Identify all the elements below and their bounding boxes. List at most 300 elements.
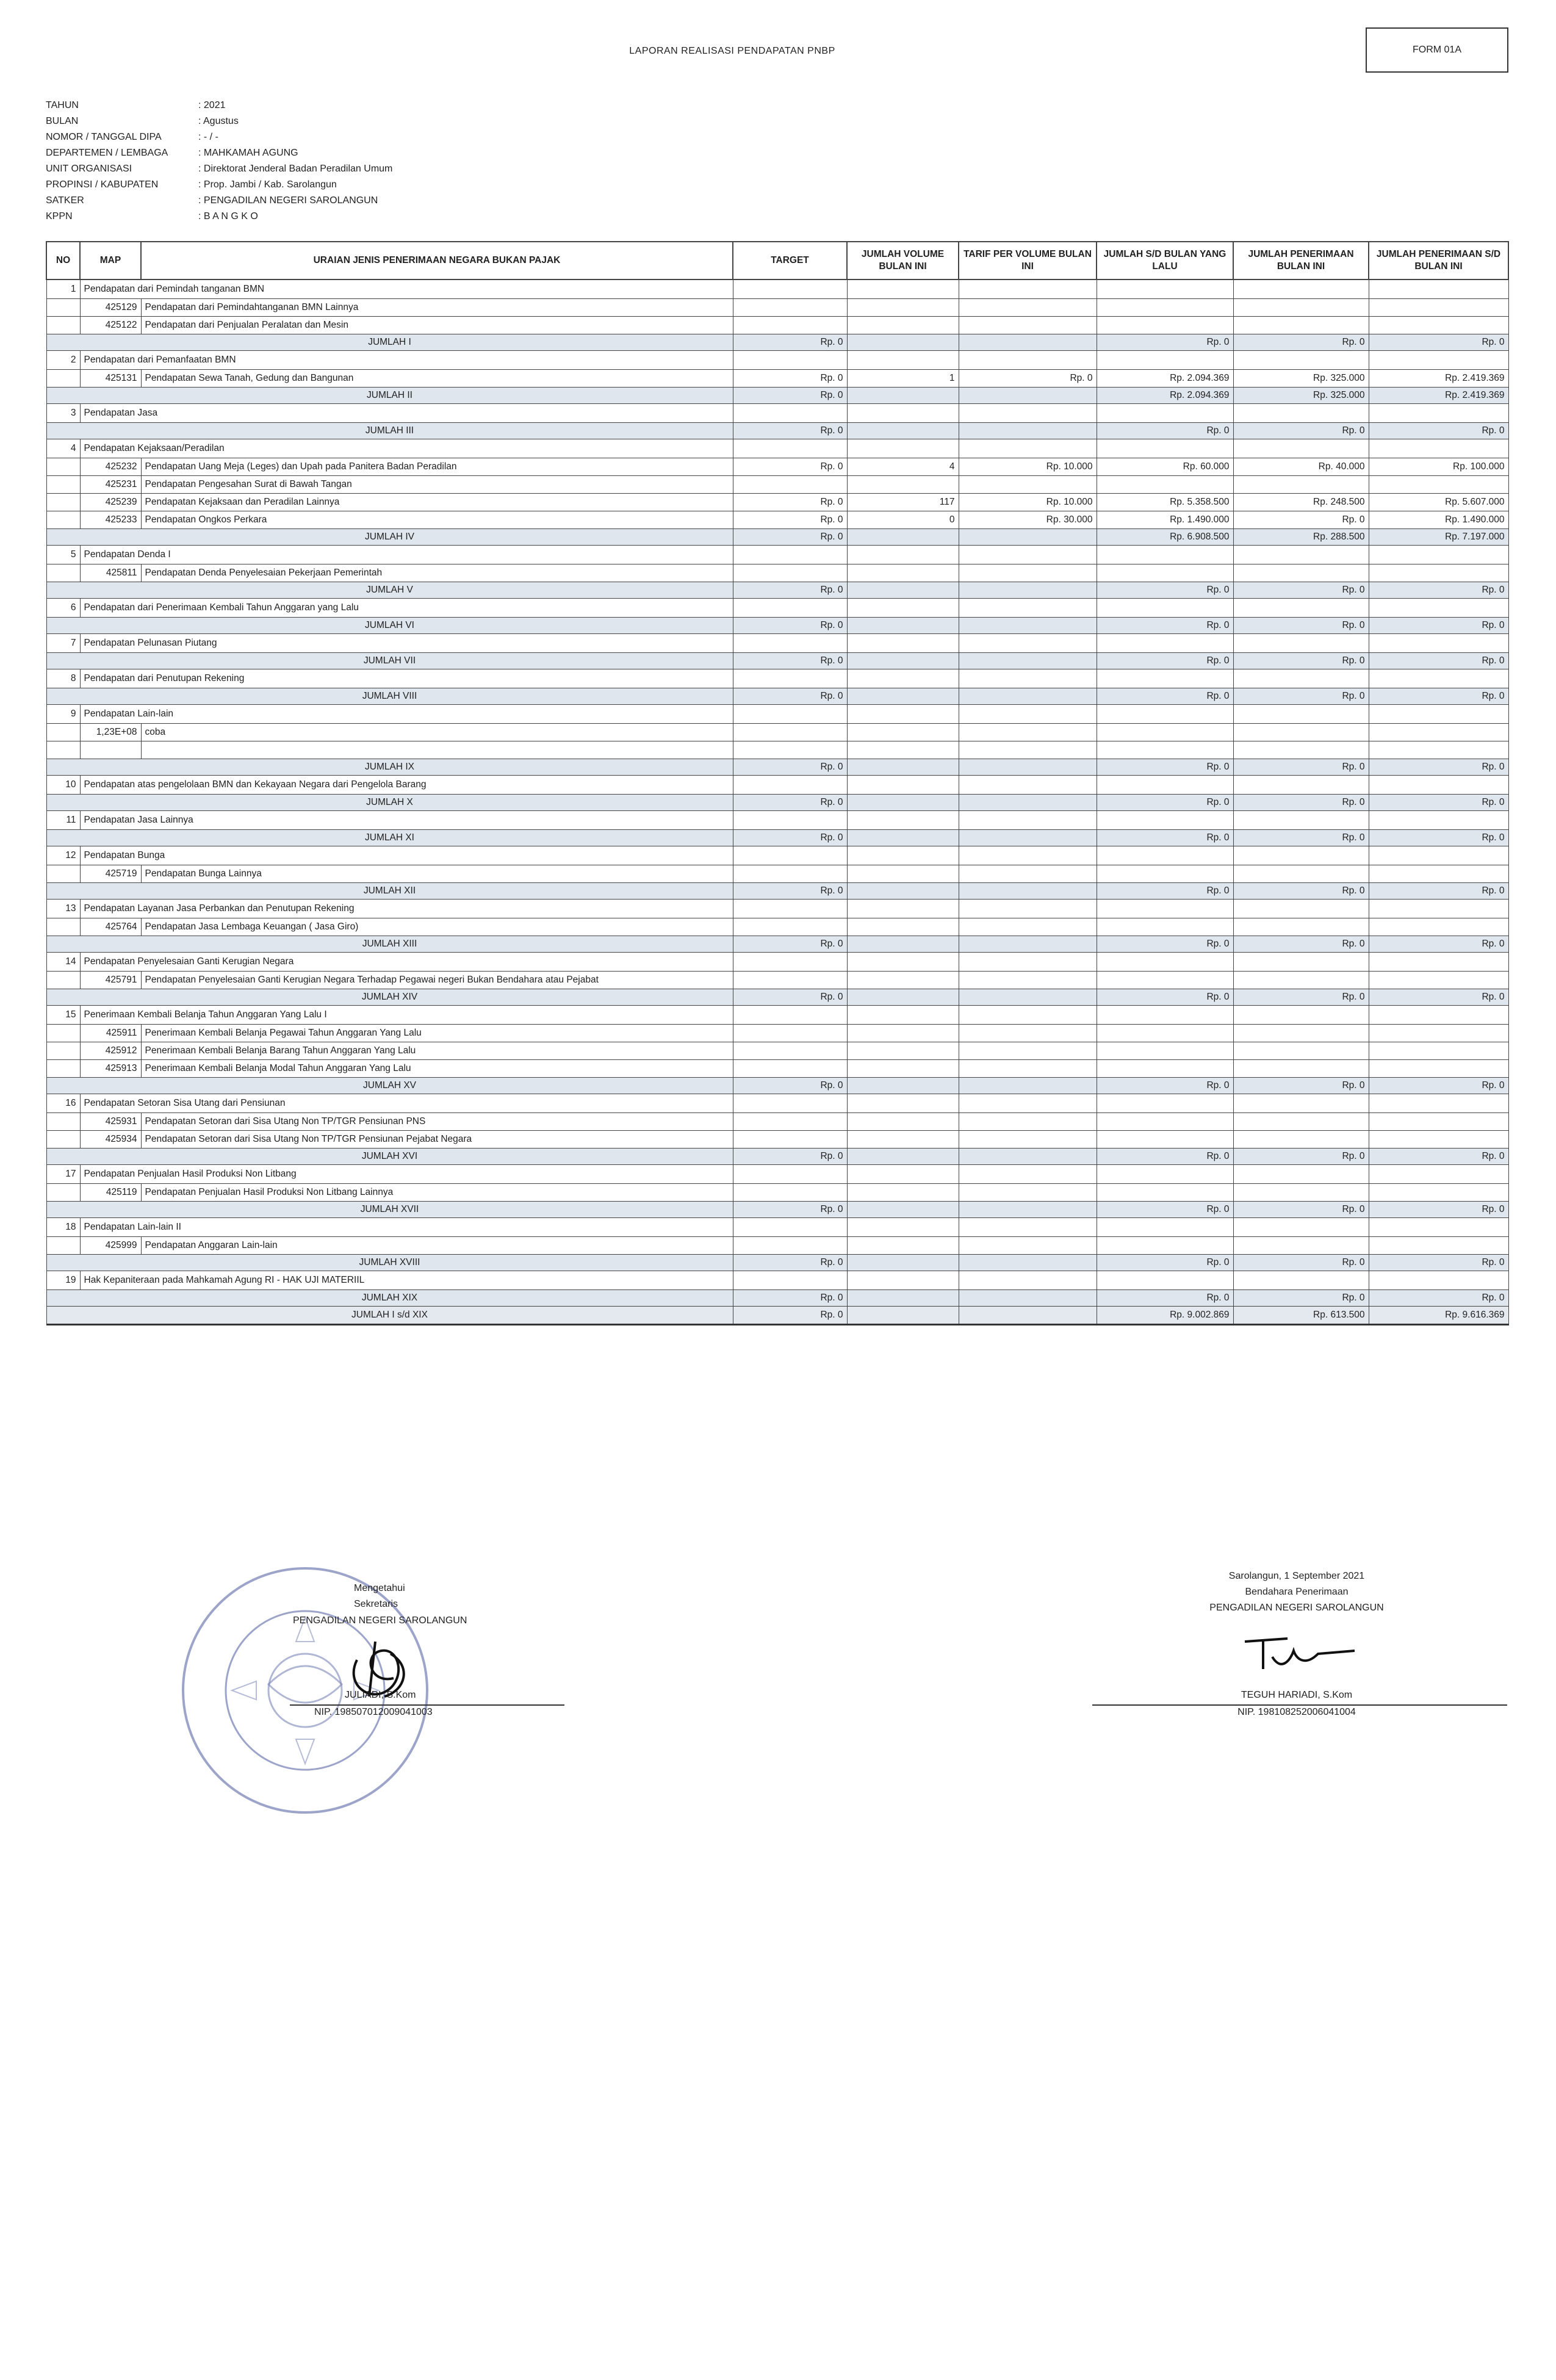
cell-volume: [847, 653, 959, 669]
cell-penerimaan-sd: Rp. 0: [1369, 830, 1508, 846]
cell-target: [733, 953, 847, 972]
subtotal-row: [46, 883, 1508, 900]
cell-sd-lalu: Rp. 0: [1097, 618, 1233, 634]
cell-map: 425913: [80, 1060, 141, 1078]
cell-penerimaan-ini: Rp. 0: [1233, 423, 1369, 439]
cell-tarif: [959, 1218, 1097, 1237]
cell-penerimaan-sd: [1369, 634, 1508, 653]
cell-map: 425811: [80, 564, 141, 582]
cell-sd-lalu: Rp. 2.094.369: [1097, 370, 1233, 388]
cell-penerimaan-ini: [1233, 776, 1369, 795]
cell-penerimaan-sd: [1369, 741, 1508, 759]
cell-tarif: [959, 279, 1097, 299]
cell-penerimaan-ini: [1233, 1094, 1369, 1113]
cell-sd-lalu: [1097, 1184, 1233, 1202]
cell-penerimaan-ini: [1233, 1165, 1369, 1184]
category-label: Pendapatan atas pengelolaan BMN dan Kekayaan Negara dari Pengelola Barang: [80, 776, 733, 795]
cell-uraian: Pendapatan Uang Meja (Leges) dan Upah pada Panitera Badan Peradilan: [141, 458, 733, 476]
row-no: [46, 865, 80, 883]
category-row: [46, 1165, 1508, 1184]
cell-penerimaan-sd: Rp. 2.419.369: [1369, 370, 1508, 388]
cell-map: 425231: [80, 476, 141, 494]
cell-tarif: [959, 439, 1097, 458]
cell-uraian: Pendapatan Pengesahan Surat di Bawah Tangan: [141, 476, 733, 494]
cell-tarif: [959, 830, 1097, 846]
cell-tarif: [959, 1184, 1097, 1202]
cell-sd-lalu: Rp. 0: [1097, 830, 1233, 846]
right-nip: NIP. 198108252006041004: [1237, 1707, 1356, 1717]
subtotal-row: [46, 1149, 1508, 1165]
cell-penerimaan-ini: [1233, 972, 1369, 989]
report-metadata: [46, 98, 625, 225]
cell-penerimaan-ini: Rp. 40.000: [1233, 458, 1369, 476]
cell-penerimaan-ini: Rp. 325.000: [1233, 370, 1369, 388]
cell-penerimaan-sd: [1369, 476, 1508, 494]
pnbp-table: [46, 241, 1509, 1325]
category-row: [46, 900, 1508, 918]
cell-sd-lalu: Rp. 0: [1097, 989, 1233, 1006]
cell-penerimaan-sd: [1369, 705, 1508, 724]
cell-target: Rp. 0: [733, 582, 847, 599]
cell-target: Rp. 0: [733, 494, 847, 511]
cell-map: 425122: [80, 317, 141, 334]
cell-penerimaan-sd: Rp. 0: [1369, 883, 1508, 900]
cell-tarif: [959, 1060, 1097, 1078]
total-label: JUMLAH XVI: [46, 1149, 733, 1165]
row-no: 2: [46, 351, 80, 370]
table-body: [46, 279, 1508, 1325]
cell-penerimaan-ini: Rp. 0: [1233, 688, 1369, 705]
table-row: [46, 1237, 1508, 1255]
cell-penerimaan-ini: Rp. 0: [1233, 653, 1369, 669]
row-no: [46, 1060, 80, 1078]
cell-target: [733, 1184, 847, 1202]
cell-penerimaan-ini: [1233, 724, 1369, 741]
category-row: [46, 439, 1508, 458]
row-no: 10: [46, 776, 80, 795]
cell-penerimaan-sd: Rp. 0: [1369, 1202, 1508, 1218]
cell-sd-lalu: Rp. 1.490.000: [1097, 511, 1233, 529]
category-row: [46, 546, 1508, 564]
cell-uraian: Pendapatan dari Penjualan Peralatan dan Mesin: [141, 317, 733, 334]
table-row: [46, 299, 1508, 317]
cell-penerimaan-ini: [1233, 1006, 1369, 1025]
left-line2: Sekretaris: [354, 1599, 398, 1609]
cell-target: [733, 299, 847, 317]
cell-tarif: [959, 953, 1097, 972]
cell-tarif: [959, 776, 1097, 795]
form-code: FORM 01A: [1412, 45, 1461, 55]
cell-volume: [847, 759, 959, 776]
meta-row: [46, 114, 625, 129]
cell-sd-lalu: [1097, 279, 1233, 299]
table-row: [46, 1042, 1508, 1060]
category-label: Pendapatan dari Penerimaan Kembali Tahun Anggaran yang Lalu: [80, 599, 733, 618]
cell-uraian: Pendapatan Sewa Tanah, Gedung dan Bangunan: [141, 370, 733, 388]
cell-penerimaan-sd: [1369, 317, 1508, 334]
cell-map: 425911: [80, 1025, 141, 1042]
cell-sd-lalu: [1097, 404, 1233, 423]
table-row: [46, 724, 1508, 741]
table-row: [46, 1025, 1508, 1042]
subtotal-row: [46, 529, 1508, 546]
category-label: Pendapatan Lain-lain: [80, 705, 733, 724]
cell-tarif: [959, 989, 1097, 1006]
cell-sd-lalu: Rp. 0: [1097, 795, 1233, 811]
cell-target: Rp. 0: [733, 370, 847, 388]
cell-sd-lalu: Rp. 0: [1097, 1290, 1233, 1307]
cell-penerimaan-ini: [1233, 705, 1369, 724]
cell-uraian: Pendapatan Kejaksaan dan Peradilan Lainnya: [141, 494, 733, 511]
total-label: JUMLAH XIX: [46, 1290, 733, 1307]
left-line1: Mengetahui: [354, 1583, 405, 1593]
left-name: JULIADI, S.Kom: [345, 1690, 416, 1700]
cell-volume: [847, 669, 959, 688]
cell-penerimaan-sd: [1369, 404, 1508, 423]
cell-penerimaan-ini: [1233, 741, 1369, 759]
cell-tarif: [959, 423, 1097, 439]
cell-target: Rp. 0: [733, 989, 847, 1006]
cell-penerimaan-sd: [1369, 1131, 1508, 1149]
cell-tarif: [959, 1307, 1097, 1325]
cell-tarif: [959, 564, 1097, 582]
table-row: [46, 511, 1508, 529]
cell-tarif: [959, 299, 1097, 317]
cell-tarif: [959, 883, 1097, 900]
cell-sd-lalu: [1097, 1006, 1233, 1025]
category-row: [46, 846, 1508, 865]
cell-volume: [847, 1255, 959, 1271]
cell-uraian: Pendapatan Anggaran Lain-lain: [141, 1237, 733, 1255]
table-row: [46, 918, 1508, 936]
cell-target: [733, 846, 847, 865]
cell-target: [733, 900, 847, 918]
cell-penerimaan-ini: [1233, 669, 1369, 688]
cell-volume: 117: [847, 494, 959, 511]
col-penerimaan-ini: JUMLAH PENERIMAAN BULAN INI: [1233, 242, 1369, 279]
cell-target: [733, 279, 847, 299]
cell-penerimaan-sd: [1369, 1237, 1508, 1255]
cell-tarif: [959, 811, 1097, 830]
cell-sd-lalu: [1097, 1094, 1233, 1113]
cell-target: [733, 476, 847, 494]
cell-map: 425999: [80, 1237, 141, 1255]
table-row: [46, 494, 1508, 511]
subtotal-row: [46, 1255, 1508, 1271]
meta-row: [46, 161, 625, 177]
cell-map: 425912: [80, 1042, 141, 1060]
cell-sd-lalu: Rp. 6.908.500: [1097, 529, 1233, 546]
category-label: Pendapatan dari Pemanfaatan BMN: [80, 351, 733, 370]
cell-penerimaan-sd: [1369, 972, 1508, 989]
category-row: [46, 279, 1508, 299]
cell-sd-lalu: [1097, 546, 1233, 564]
col-tarif: TARIF PER VOLUME BULAN INI: [959, 242, 1097, 279]
cell-target: [733, 972, 847, 989]
cell-volume: [847, 404, 959, 423]
cell-penerimaan-ini: Rp. 0: [1233, 618, 1369, 634]
cell-penerimaan-ini: Rp. 0: [1233, 989, 1369, 1006]
right-name: TEGUH HARIADI, S.Kom: [1241, 1690, 1353, 1700]
grand-total-row: [46, 1307, 1508, 1325]
cell-uraian: coba: [141, 724, 733, 741]
cell-uraian: Pendapatan Setoran dari Sisa Utang Non TP/TGR Pensiunan Pejabat Negara: [141, 1131, 733, 1149]
cell-penerimaan-ini: [1233, 546, 1369, 564]
cell-target: [733, 918, 847, 936]
cell-tarif: [959, 1078, 1097, 1094]
cell-target: [733, 1025, 847, 1042]
category-row: [46, 669, 1508, 688]
cell-volume: [847, 1218, 959, 1237]
cell-penerimaan-ini: Rp. 0: [1233, 795, 1369, 811]
category-label: Pendapatan Bunga: [80, 846, 733, 865]
cell-sd-lalu: [1097, 476, 1233, 494]
cell-uraian: Pendapatan Penjualan Hasil Produksi Non Litbang Lainnya: [141, 1184, 733, 1202]
cell-target: [733, 599, 847, 618]
cell-penerimaan-ini: [1233, 811, 1369, 830]
cell-target: [733, 351, 847, 370]
cell-sd-lalu: [1097, 1271, 1233, 1290]
table-row: [46, 1060, 1508, 1078]
cell-target: [733, 776, 847, 795]
cell-volume: [847, 599, 959, 618]
cell-tarif: [959, 741, 1097, 759]
cell-uraian: Pendapatan Penyelesaian Ganti Kerugian Negara Terhadap Pegawai negeri Bukan Bendahara atau Pejabat: [141, 972, 733, 989]
cell-map: 425719: [80, 865, 141, 883]
cell-sd-lalu: [1097, 564, 1233, 582]
category-row: [46, 1218, 1508, 1237]
cell-penerimaan-sd: [1369, 1025, 1508, 1042]
cell-sd-lalu: [1097, 1237, 1233, 1255]
cell-penerimaan-sd: [1369, 918, 1508, 936]
cell-penerimaan-sd: Rp. 9.616.369: [1369, 1307, 1508, 1325]
category-row: [46, 599, 1508, 618]
cell-sd-lalu: Rp. 0: [1097, 1202, 1233, 1218]
cell-sd-lalu: Rp. 9.002.869: [1097, 1307, 1233, 1325]
cell-uraian: Penerimaan Kembali Belanja Pegawai Tahun Anggaran Yang Lalu: [141, 1025, 733, 1042]
cell-target: [733, 811, 847, 830]
cell-target: Rp. 0: [733, 1202, 847, 1218]
cell-sd-lalu: [1097, 846, 1233, 865]
cell-penerimaan-ini: [1233, 299, 1369, 317]
table-row: [46, 370, 1508, 388]
cell-sd-lalu: [1097, 811, 1233, 830]
cell-uraian: Penerimaan Kembali Belanja Barang Tahun Anggaran Yang Lalu: [141, 1042, 733, 1060]
cell-uraian: [141, 741, 733, 759]
cell-volume: [847, 1006, 959, 1025]
meta-key: UNIT ORGANISASI: [46, 164, 132, 174]
cell-penerimaan-ini: [1233, 279, 1369, 299]
meta-value: : 2021: [198, 100, 226, 110]
cell-uraian: Pendapatan Setoran dari Sisa Utang Non TP/TGR Pensiunan PNS: [141, 1113, 733, 1131]
cell-sd-lalu: Rp. 60.000: [1097, 458, 1233, 476]
meta-key: KPPN: [46, 211, 73, 222]
subtotal-row: [46, 759, 1508, 776]
row-no: 8: [46, 669, 80, 688]
cell-tarif: [959, 317, 1097, 334]
row-no: 4: [46, 439, 80, 458]
cell-volume: [847, 1184, 959, 1202]
cell-map: 425934: [80, 1131, 141, 1149]
row-no: [46, 317, 80, 334]
cell-volume: [847, 1149, 959, 1165]
total-label: JUMLAH V: [46, 582, 733, 599]
cell-volume: [847, 351, 959, 370]
meta-row: [46, 193, 625, 209]
row-no: 11: [46, 811, 80, 830]
cell-target: Rp. 0: [733, 458, 847, 476]
cell-target: [733, 1094, 847, 1113]
cell-volume: [847, 705, 959, 724]
cell-tarif: [959, 653, 1097, 669]
total-label: JUMLAH IX: [46, 759, 733, 776]
subtotal-row: [46, 653, 1508, 669]
cell-penerimaan-ini: Rp. 325.000: [1233, 388, 1369, 404]
cell-volume: 1: [847, 370, 959, 388]
meta-value: : Prop. Jambi / Kab. Sarolangun: [198, 179, 337, 190]
row-no: [46, 494, 80, 511]
cell-target: [733, 669, 847, 688]
cell-sd-lalu: Rp. 0: [1097, 1255, 1233, 1271]
meta-value: : Agustus: [198, 116, 239, 126]
cell-tarif: [959, 634, 1097, 653]
cell-volume: [847, 918, 959, 936]
cell-sd-lalu: [1097, 351, 1233, 370]
row-no: 16: [46, 1094, 80, 1113]
cell-volume: [847, 1202, 959, 1218]
cell-volume: 4: [847, 458, 959, 476]
table-row: [46, 564, 1508, 582]
cell-penerimaan-ini: Rp. 0: [1233, 1255, 1369, 1271]
subtotal-row: [46, 388, 1508, 404]
cell-volume: [847, 1307, 959, 1325]
row-no: [46, 299, 80, 317]
cell-penerimaan-ini: Rp. 0: [1233, 759, 1369, 776]
meta-row: [46, 129, 625, 145]
cell-map: 425931: [80, 1113, 141, 1131]
table-row: [46, 317, 1508, 334]
row-no: [46, 918, 80, 936]
row-no: 17: [46, 1165, 80, 1184]
table-row: [46, 972, 1508, 989]
row-no: 18: [46, 1218, 80, 1237]
cell-target: [733, 317, 847, 334]
cell-penerimaan-ini: Rp. 0: [1233, 1149, 1369, 1165]
cell-sd-lalu: Rp. 0: [1097, 423, 1233, 439]
cell-volume: 0: [847, 511, 959, 529]
cell-target: [733, 546, 847, 564]
cell-penerimaan-sd: [1369, 546, 1508, 564]
meta-key: DEPARTEMEN / LEMBAGA: [46, 148, 168, 158]
subtotal-row: [46, 1290, 1508, 1307]
cell-sd-lalu: [1097, 918, 1233, 936]
cell-volume: [847, 1025, 959, 1042]
cell-target: [733, 1165, 847, 1184]
cell-sd-lalu: Rp. 0: [1097, 936, 1233, 953]
cell-sd-lalu: [1097, 953, 1233, 972]
row-no: [46, 1042, 80, 1060]
cell-tarif: [959, 759, 1097, 776]
total-label: JUMLAH VIII: [46, 688, 733, 705]
cell-target: Rp. 0: [733, 883, 847, 900]
cell-tarif: [959, 1113, 1097, 1131]
col-sd-lalu: JUMLAH S/D BULAN YANG LALU: [1097, 242, 1233, 279]
cell-target: Rp. 0: [733, 653, 847, 669]
cell-penerimaan-sd: Rp. 0: [1369, 989, 1508, 1006]
category-label: Penerimaan Kembali Belanja Tahun Anggaran Yang Lalu I: [80, 1006, 733, 1025]
category-row: [46, 1006, 1508, 1025]
right-signature-icon: [1239, 1623, 1361, 1678]
subtotal-row: [46, 582, 1508, 599]
cell-volume: [847, 564, 959, 582]
table-row: [46, 476, 1508, 494]
total-label: JUMLAH XV: [46, 1078, 733, 1094]
cell-target: Rp. 0: [733, 1255, 847, 1271]
row-no: [46, 724, 80, 741]
cell-volume: [847, 936, 959, 953]
cell-sd-lalu: Rp. 0: [1097, 334, 1233, 351]
col-target: TARGET: [733, 242, 847, 279]
cell-target: Rp. 0: [733, 830, 847, 846]
cell-target: [733, 564, 847, 582]
table-row: [46, 865, 1508, 883]
cell-tarif: [959, 972, 1097, 989]
cell-sd-lalu: [1097, 1218, 1233, 1237]
cell-target: Rp. 0: [733, 529, 847, 546]
cell-volume: [847, 1131, 959, 1149]
cell-penerimaan-ini: [1233, 317, 1369, 334]
meta-value: : Direktorat Jenderal Badan Peradilan Umum: [198, 164, 393, 174]
cell-penerimaan-ini: Rp. 0: [1233, 511, 1369, 529]
cell-uraian: Pendapatan Ongkos Perkara: [141, 511, 733, 529]
cell-map: 425131: [80, 370, 141, 388]
row-no: [46, 370, 80, 388]
cell-volume: [847, 317, 959, 334]
subtotal-row: [46, 830, 1508, 846]
cell-map: 425239: [80, 494, 141, 511]
cell-map: 425119: [80, 1184, 141, 1202]
table-row: [46, 1131, 1508, 1149]
cell-tarif: [959, 1255, 1097, 1271]
meta-key: TAHUN: [46, 100, 79, 110]
cell-tarif: [959, 599, 1097, 618]
cell-tarif: [959, 546, 1097, 564]
cell-penerimaan-sd: Rp. 0: [1369, 582, 1508, 599]
cell-sd-lalu: [1097, 1025, 1233, 1042]
row-no: 12: [46, 846, 80, 865]
cell-penerimaan-sd: [1369, 1006, 1508, 1025]
cell-sd-lalu: Rp. 0: [1097, 1078, 1233, 1094]
cell-volume: [847, 1042, 959, 1060]
cell-volume: [847, 439, 959, 458]
row-no: 15: [46, 1006, 80, 1025]
cell-sd-lalu: [1097, 900, 1233, 918]
row-no: 14: [46, 953, 80, 972]
cell-target: [733, 724, 847, 741]
meta-row: [46, 145, 625, 161]
cell-sd-lalu: [1097, 865, 1233, 883]
right-line2: Bendahara Penerimaan: [1245, 1587, 1349, 1597]
row-no: 6: [46, 599, 80, 618]
cell-penerimaan-ini: Rp. 288.500: [1233, 529, 1369, 546]
subtotal-row: [46, 688, 1508, 705]
cell-sd-lalu: [1097, 1113, 1233, 1131]
row-no: 19: [46, 1271, 80, 1290]
cell-penerimaan-sd: [1369, 953, 1508, 972]
cell-penerimaan-sd: [1369, 865, 1508, 883]
meta-value: : MAHKAMAH AGUNG: [198, 148, 298, 158]
cell-volume: [847, 1078, 959, 1094]
